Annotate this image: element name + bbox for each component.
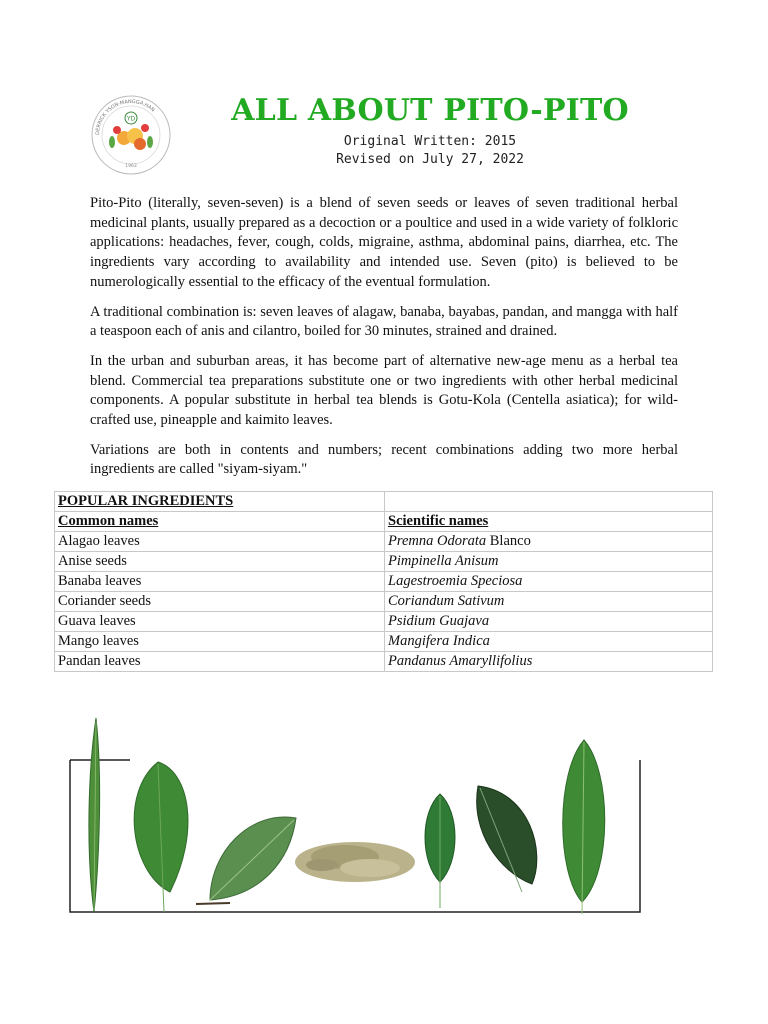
scientific-name: Mangifera Indica	[388, 633, 490, 649]
original-written: Original Written: 2015	[343, 134, 517, 149]
logo-year: 1963	[125, 164, 137, 169]
table-row	[55, 532, 713, 552]
scientific-name-cell	[385, 532, 713, 552]
scientific-name-cell	[385, 572, 713, 592]
logo-emblem	[90, 94, 172, 176]
tall-leaf-icon	[563, 740, 605, 914]
common-name: Coriander seeds	[55, 592, 385, 612]
scientific-name-cell	[385, 652, 713, 672]
scientific-name: Psidium Guajava	[388, 613, 490, 629]
leaves-illustration	[60, 712, 660, 922]
scientific-name-cell	[385, 592, 713, 612]
logo-ring-text: DERRICK YSON·MANGGA.HAN	[94, 98, 156, 136]
paragraph: Variations are both in contents and numbers; recent combinations adding two more herbal ingredients are called "siyam-siyam."	[90, 441, 678, 478]
paragraph: In the urban and suburban areas, it has become part of alternative new-age menu as a herbal tea blend. Commercial tea preparations substitute one or two ingredients with other herbal medicinal components. A popular substitute in herbal tea blends is Gotu-Kola (Centella asiatica); for wild-crafted use, pineapple and kaimito leaves.	[90, 352, 678, 429]
col-common-names: Common names	[55, 512, 385, 532]
table-row	[55, 552, 713, 572]
table-row	[55, 572, 713, 592]
common-name: Guava leaves	[55, 612, 385, 632]
pandan-leaf-icon	[89, 718, 100, 912]
scientific-name: Pimpinella Anisum	[388, 553, 499, 569]
scientific-name-cell	[385, 552, 713, 572]
table-column-headers	[55, 512, 713, 532]
mango-leaf-icon	[477, 786, 537, 892]
name-suffix: Blanco	[486, 533, 531, 549]
paragraph: A traditional combination is: seven leaves of alagaw, banaba, bayabas, pandan, and mangga with half a teaspoon each of anis and cilantro, boiled for 30 minutes, strained and drained.	[90, 303, 678, 340]
revised-date: Revised on July 27, 2022	[336, 152, 524, 167]
table-row	[55, 592, 713, 612]
common-name: Pandan leaves	[55, 652, 385, 672]
scientific-name: Premna Odorata	[388, 533, 487, 549]
scientific-name: Lagestroemia Speciosa	[388, 573, 523, 589]
table-heading-row	[55, 492, 713, 512]
common-name: Alagao leaves	[55, 532, 385, 552]
alagaw-leaf-icon	[196, 817, 296, 904]
table-row	[55, 632, 713, 652]
scientific-name-cell	[385, 632, 713, 652]
banaba-leaf-icon	[134, 762, 188, 912]
table-heading: POPULAR INGREDIENTS	[55, 492, 385, 512]
common-name: Anise seeds	[55, 552, 385, 572]
guava-leaf-icon	[425, 794, 455, 908]
scientific-name: Coriandum Sativum	[388, 593, 505, 609]
intro-text	[90, 194, 678, 490]
scientific-name: Pandanus Amaryllifolius	[388, 653, 533, 669]
ingredients-table	[54, 491, 713, 672]
col-scientific-names: Scientific names	[385, 512, 713, 532]
scientific-name-cell	[385, 612, 713, 632]
seeds-pile-icon	[295, 842, 415, 882]
common-name: Mango leaves	[55, 632, 385, 652]
common-name: Banaba leaves	[55, 572, 385, 592]
page-title: ALL ABOUT PITO-PITO	[231, 93, 629, 128]
table-row	[55, 612, 713, 632]
logo-initials: YD	[126, 115, 136, 123]
table-row	[55, 652, 713, 672]
paragraph: Pito-Pito (literally, seven-seven) is a blend of seven seeds or leaves of seven traditional herbal medicinal plants, usually prepared as a decoction or a poultice and used in a wide variety of folkloric applications: headaches, fever, cough, colds, migraine, asthma, abdominal pains, diarrhea, etc. The ingredients vary according to availability and intended use. Seven (pito) is believed to be numerologically essential to the efficacy of the eventual formulation.	[90, 195, 678, 290]
